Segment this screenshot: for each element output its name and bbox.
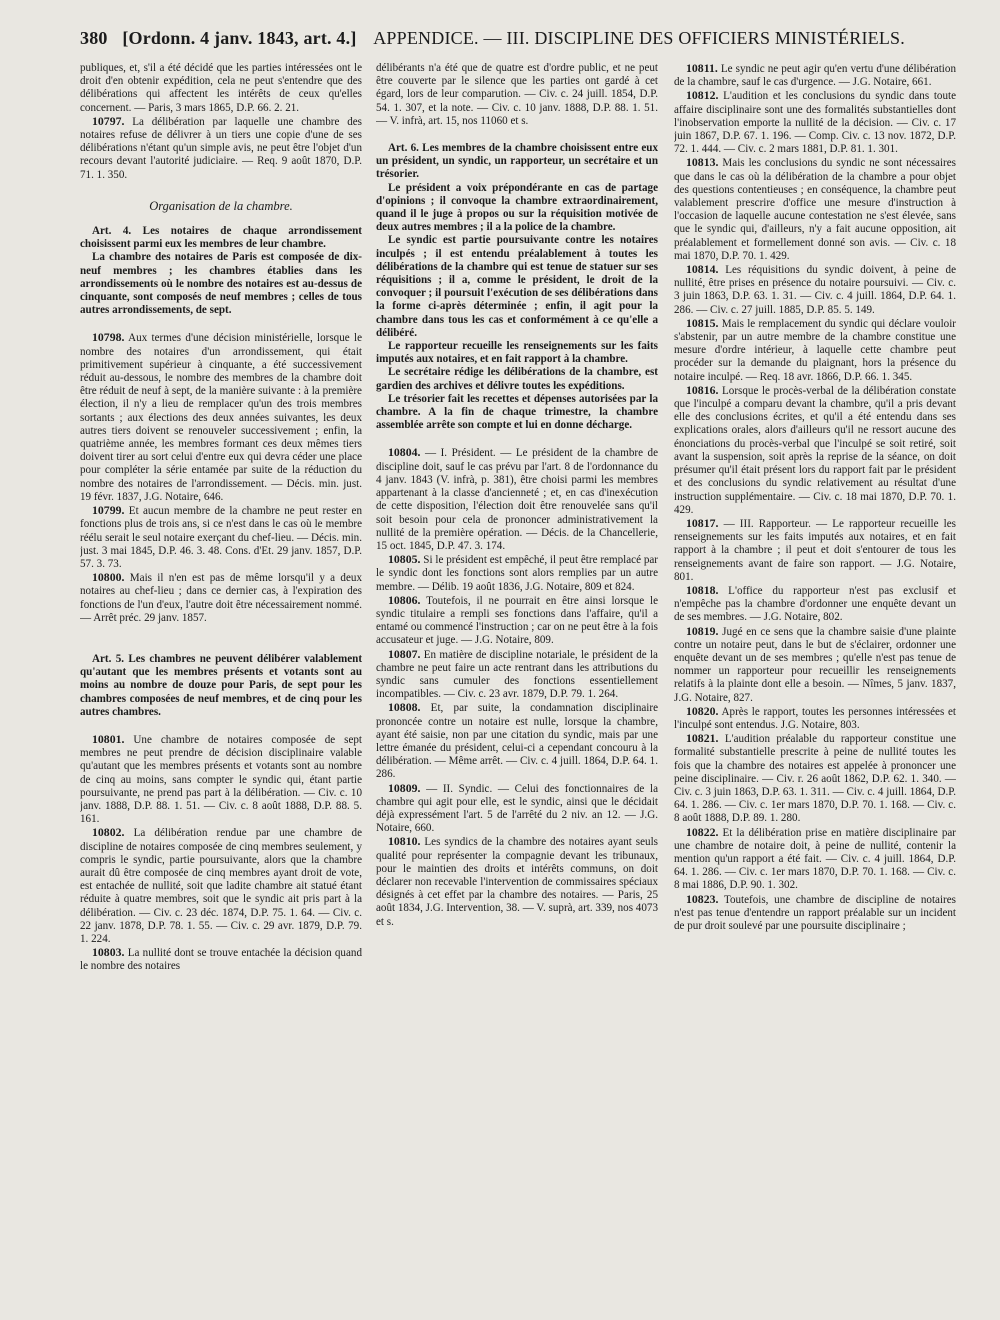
paragraph-10797 xyxy=(80,115,362,182)
paragraph-10816 xyxy=(674,384,956,517)
paragraph-number: 10802. xyxy=(92,825,125,840)
paragraph-text: Jugé en ce sens que la chambre saisie d'une plainte contre un notaire peut, dans le but de s'éclairer, ordonner une enquête devant un de ses membres ; qu'elle n'est pas tenue de nommer un rapporteur pour recueillir les renseignements relatifs à la plainte dont elle a besoin. — Nîmes, 5 janv. 1837, J.G. Notaire, 827. xyxy=(674,625,956,704)
paragraph-number: 10822. xyxy=(686,824,719,839)
paragraph-10820 xyxy=(674,705,956,732)
paragraph-10806 xyxy=(376,594,658,648)
paragraph-text: Une chambre de notaires composée de sept membres ne peut prendre de décision disciplinaire valable qu'autant que les membres présents et votants sont au nombre de cinq au moins, sans compter le syndic qui, étant partie poursuivante, ne prend pas part à la délibération. — Civ. c. 10 janv. 1888, D.P. 88. 1. 51. — Civ. c. 8 août 1888, D.P. 88. 5. 161. xyxy=(80,733,362,826)
paragraph-10821 xyxy=(674,732,956,825)
article-label: Art. 5. xyxy=(92,652,125,665)
article-6-syndic: Le syndic est partie poursuivante contre les notaires inculpés ; il est entendu préalablement à toutes les délibérations de la chambre qui est tenue de statuer sur ses réquisitions ; il a, comme le président, le droit de la convoquer ; il poursuit l'exécution de ses délibérations dans la forme ci-après déterminée ; enfin, il agit pour la chambre dans tous les cas et conformément à ce qu'elle a délibéré. xyxy=(376,234,658,339)
paragraph-text: Lorsque le procès-verbal de la délibération constate que l'inculpé a comparu devant la chambre, qu'il a pris devant elle des conclusions écrites, et qu'il a été entendu dans ses explications orales, alors d'ailleurs qu'il ne ressort aucune des énonciations du procès-verbal que l'inculpé se soit retiré, soit avant la suspension, soit après la reprise de la séance, on doit présumer qu'il était présent lors du rapport fait par le président et des conclusions du syndic relativement au résultat d'une instruction supplémentaire. — Civ. c. 18 mai 1870, D.P. 70. 1. 429. xyxy=(674,384,956,516)
text-column-1 xyxy=(80,62,362,1302)
paragraph-10805 xyxy=(376,553,658,594)
paragraph-10822 xyxy=(674,826,956,893)
paragraph-number: 10804. xyxy=(388,445,421,460)
paragraph-number: 10803. xyxy=(92,945,125,960)
paragraph-10814 xyxy=(674,263,956,317)
paragraph-10813 xyxy=(674,156,956,263)
paragraph-text: Le syndic ne peut agir qu'en vertu d'une délibération de la chambre, sauf le cas d'urgence. — J.G. Notaire, 661. xyxy=(674,63,956,89)
paragraph-10803 xyxy=(80,946,362,973)
paragraph-10799 xyxy=(80,504,362,571)
text-column-3 xyxy=(674,62,956,1302)
paragraph-number: 10812. xyxy=(686,88,719,103)
article-text: Les chambres ne peuvent délibérer valablement qu'autant que les membres présents et votants sont au moins au nombre de douze pour Paris, de sept pour les chambres composées de neuf membres, et de cinq pour les autres chambres. xyxy=(80,652,362,718)
paragraph-text: La délibération par laquelle une chambre des notaires refuse de délivrer à un tiers une copie d'une de ses délibérations n'étant qu'un simple avis, ne peut être l'objet d'un recours devant l'autorité judiciaire. — Req. 9 août 1870, D.P. 71. 1. 350. xyxy=(80,115,362,181)
paragraph-number: 10814. xyxy=(686,262,719,277)
paragraph-text: La délibération rendue par une chambre de discipline de notaires composée de cinq membres seulement, y compris le syndic, partie poursuivante, alors que la chambre aurait dû être composée de cinq membres ayant droit de vote, est entachée de nullité, soit que ladite chambre ait statué étant réduite à quatre membres, soit que le syndic ait pris part à la délibération. — Civ. c. 23 déc. 1874, D.P. 75. 1. 64. — Civ. c. 22 janv. 1878, D.P. 78. 1. 55. — Civ. c. 29 avr. 1879, D.P. 79. 1. 224. xyxy=(80,827,362,945)
article-6-tresorier: Le trésorier fait les recettes et dépenses autorisées par la chambre. A la fin de chaque trimestre, la chambre assemblée arrête son compte et lui en donne décharge. xyxy=(376,392,658,432)
article-4 xyxy=(80,225,362,251)
paragraph-text: Et, par suite, la condamnation disciplinaire prononcée contre un notaire est nulle, lorsque la chambre, ayant été saisie, non par une citation du syndic, mais par une lettre émanée du président, celui-ci a cependant concouru à la délibération. — Même arrêt. — Civ. c. 4 juill. 1864, D.P. 64. 1. 286. xyxy=(376,702,658,781)
paragraph-10804 xyxy=(376,446,658,553)
paragraph-10823 xyxy=(674,893,956,934)
paragraph-text: Les syndics de la chambre des notaires ayant seuls qualité pour représenter la compagnie devant les tribunaux, pour le maintien des droits et intérêts communs, on doit déclarer non recevable l'intervention de commissaires spéciaux désignés à cet effet par la chambre des notaires. — Paris, 25 août 1834, J.G. Intervention, 38. — V. suprà, art. 339, nos 4073 et s. xyxy=(376,836,658,928)
paragraph-text: Si le président est empêché, il peut être remplacé par le syndic dont les fonctions sont alors remplies par un autre membre. — Délib. 19 août 1836, J.G. Notaire, 809 et 824. xyxy=(376,554,658,593)
paragraph-text: — III. Rapporteur. — Le rapporteur recueille les renseignements sur les faits imputés aux notaires, et en fait rapport à la chambre ; il peut et doit s'entourer de tous les renseignements avant de faire son rapport. — J.G. Notaire, 801. xyxy=(674,517,956,583)
article-5 xyxy=(80,653,362,719)
paragraph-number: 10798. xyxy=(92,330,125,345)
paragraph-text: La nullité dont se trouve entachée la décision quand le nombre des notaires xyxy=(80,947,362,973)
article-6 xyxy=(376,142,658,182)
paragraph-10798 xyxy=(80,331,362,504)
article-label: Art. 4. xyxy=(92,225,132,238)
article-label: Art. 6. xyxy=(388,142,419,155)
article-6-rapporteur: Le rapporteur recueille les renseignements sur les faits imputés aux notaires, et en fait rapport à la chambre. xyxy=(376,340,658,366)
paragraph-number: 10823. xyxy=(686,891,719,906)
paragraph-text: Après le rapport, toutes les personnes intéressées et l'inculpé sont entendus. J.G. Notaire, 803. xyxy=(674,705,956,731)
paragraph-10812 xyxy=(674,89,956,156)
paragraph-text: Mais il n'en est pas de même lorsqu'il y a deux notaires au chef-lieu ; dans ce dernier cas, à l'expiration des fonctions de l'un d'eux, l'autre doit être nécessairement nommé. — Arrêt préc. 29 janv. 1857. xyxy=(80,572,362,624)
paragraph-number: 10810. xyxy=(388,834,421,849)
paragraph-text: Toutefois, une chambre de discipline de notaires n'est pas tenue d'entendre un rapport préalable sur un incident de pur droit soulevé par une poursuite disciplinaire ; xyxy=(674,893,956,932)
paragraph-number: 10816. xyxy=(686,382,719,397)
paragraph-text: Aux termes d'une décision ministérielle, lorsque le nombre des notaires d'un arrondissement, qui était primitivement supérieur à cinquante, a été successivement réduit au-dessous, le nombre des membres de la chambre doit être réduit de neuf à sept, de la manière suivante : à la première élection, il n'y a lieu de remplacer qu'un des trois membres sortants ; aux élections des deux années suivantes, les deux autres tiers doivent se renouveler successivement ; enfin, la quatrième année, les membres formant ces deux mêmes tiers doivent tirer au sort celui d'entre eux qui devra céder une place pour compléter la série entamée par suite de la réduction du nombre des notaires de l'arrondissement. — Décis. min. just. 19 févr. 1837, J.G. Notaire, 646. xyxy=(80,332,362,503)
paragraph-text: Les réquisitions du syndic doivent, à peine de nullité, être prises en présence du notaire poursuivi. — Civ. c. 3 juin 1863, D.P. 63. 1. 31. — Civ. c. 4 juill. 1864, D.P. 64. 1. 286. — Civ. c. 27 juill. 1885, D.P. 85. 5. 149. xyxy=(674,264,956,316)
paragraph-text: Mais le remplacement du syndic qui déclare vouloir s'abstenir, par un autre membre de la chambre constitue une mesure d'ordre intérieur, à laquelle cette chambre peut procéder sur la demande du plaignant, hors la présence du notaire inculpé. — Req. 18 avr. 1866, D.P. 66. 1. 345. xyxy=(674,317,956,383)
paragraph-number: 10821. xyxy=(686,731,719,746)
paragraph-number: 10820. xyxy=(686,703,719,718)
paragraph-number: 10811. xyxy=(686,62,718,75)
paragraph-10807 xyxy=(376,648,658,702)
section-heading: Organisation de la chambre. xyxy=(149,198,293,213)
header-reference: [Ordonn. 4 janv. 1843, art. 4.] xyxy=(122,28,357,48)
paragraph-number: 10808. xyxy=(388,700,421,715)
paragraph-number: 10817. xyxy=(686,515,719,530)
paragraph-10808 xyxy=(376,701,658,781)
paragraph-text: L'audition et les conclusions du syndic dans toute affaire disciplinaire sont une des formalités substantielles dont l'inobservation emporte la nullité de la décision. — Civ. c. 17 juin 1867, D.P. 67. 1. 196. — Comp. Civ. c. 13 nov. 1872, D.P. 72. 1. 444. — Civ. c. 2 mars 1881, D.P. 81. 1. 301. xyxy=(674,90,956,156)
paragraph-number: 10800. xyxy=(92,570,125,585)
paragraph-number: 10806. xyxy=(388,592,421,607)
paragraph-10818 xyxy=(674,584,956,625)
running-header xyxy=(80,28,960,58)
paragraph-text: — II. Syndic. — Celui des fonctionnaires de la chambre qui agit pour elle, est le syndic, ainsi que le décidait déjà expressément l'art. 5 de l'arrêté du 2 niv. an 12. — J.G. Notaire, 660. xyxy=(376,782,658,835)
paragraph-10815 xyxy=(674,317,956,384)
paragraph-number: 10813. xyxy=(686,155,719,170)
paragraph-text: Mais les conclusions du syndic ne sont nécessaires que dans le cas où la délibération de la chambre a pour objet des questions contentieuses ; en conséquence, la chambre peut valablement prescrire d'office une mesure d'instruction à l'occasion de laquelle aucune contestation ne s'est élevée, sans que le syndic qui, d'ailleurs, n'y a fait aucune opposition, ait préalablement et formellement donné son avis. — Civ. c. 18 mai 1870, D.P. 70. 1. 429. xyxy=(674,157,956,262)
article-text: Les membres de la chambre choisissent entre eux un président, un syndic, un rapporteur, un secrétaire et un trésorier. xyxy=(376,142,658,181)
paragraph-number: 10809. xyxy=(388,780,421,795)
paragraph-10810 xyxy=(376,835,658,928)
paragraph-number: 10801. xyxy=(92,731,125,746)
paragraph-number: 10819. xyxy=(686,623,719,638)
paragraph-number: 10797. xyxy=(92,113,125,128)
paragraph-10817 xyxy=(674,517,956,584)
article-4-paragraph-2: La chambre des notaires de Paris est composée de dix-neuf membres ; les chambres établies dans les arrondissements où le nombre des notaires est au-dessus de cinquante, sont composés de neuf membres ; celles de tous autres arrondissements, de sept. xyxy=(80,251,362,317)
paragraph-text: En matière de discipline notariale, le président de la chambre ne peut faire un acte rentrant dans les attributions du syndic sans cumuler des fonctions essentiellement incompatibles. — Civ. c. 23 avr. 1879, D.P. 79. 1. 264. xyxy=(376,648,658,701)
article-text: Les notaires de chaque arrondissement choisissent parmi eux les membres de leur chambre. xyxy=(80,225,362,251)
text-column-2 xyxy=(376,62,658,1302)
paragraph-number: 10815. xyxy=(686,315,719,330)
paragraph-number: 10807. xyxy=(388,646,421,661)
paragraph: publiques, et, s'il a été décidé que les parties intéressées ont le droit d'en obtenir expédition, cela ne peut s'entendre que des délibérations qui affectent les intérêts de ceux qu'elles concernent. — Paris, 3 mars 1865, D.P. 66. 2. 21. xyxy=(80,62,362,114)
paragraph-text: — I. Président. — Le président de la chambre de discipline doit, sauf le cas prévu par l'art. 8 de l'ordonnance du 4 janv. 1843 (V. infrà, p. 381), être choisi parmi les membres appartenant à la classe d'ancienneté ; et, en cas d'inexécution de cette disposition, l'élection doit être renouvelée sans qu'il soit besoin pour cela de prononcer administrativement la nullité de la première opération. — Décis. de la Chancellerie, 15 oct. 1845, D.P. 47. 3. 174. xyxy=(376,447,658,552)
paragraph-10811 xyxy=(674,62,956,89)
paragraph-10802 xyxy=(80,826,362,946)
paragraph-text: Et la délibération prise en matière disciplinaire par une chambre de notaire doit, à peine de nullité, contenir la mention qu'un rapport a été fait. — Civ. c. 4 juill. 1864, D.P. 64. 1. 286. — Civ. c. 1er mars 1870, D.P. 70. 1. 168. — Civ. c. 8 mai 1886, D.P. 90. 1. 302. xyxy=(674,826,956,892)
paragraph-10800 xyxy=(80,571,362,625)
page-number: 380 xyxy=(80,28,108,48)
paragraph-text: L'audition préalable du rapporteur constitue une formalité substantielle prescrite à peine de nullité toutes les fois que la chambre des notaires est appelée à prononcer une peine disciplinaire. — Civ. r. 26 août 1862, D.P. 62. 1. 340. — Civ. c. 3 juin 1863, D.P. 63. 1. 311. — Civ. c. 4 juill. 1864, D.P. 64. 1. 286. — Civ. c. 1er mars 1870, D.P. 70. 1. 168. — Civ. c. 8 août 1888, D.P. 89. 1. 280. xyxy=(674,733,956,825)
paragraph: délibérants n'a été que de quatre est d'ordre public, et ne peut être couverte par le silence que les parties ont gardé à cet égard, lors de leur comparution. — Civ. c. 24 juill. 1854, D.P. 54. 1. 307, et la note. — Civ. c. 10 janv. 1888, D.P. 88. 1. 51. — V. infrà, art. 15, nos 11060 et s. xyxy=(376,62,658,127)
paragraph-10801 xyxy=(80,733,362,826)
paragraph-number: 10818. xyxy=(686,582,719,597)
article-6-secretaire: Le secrétaire rédige les délibérations de la chambre, est gardien des archives et délivre toutes les expéditions. xyxy=(376,366,658,392)
paragraph-text: Toutefois, il ne pourrait en être ainsi lorsque le syndic titulaire a rempli ses fonctions dans l'affaire, qu'il a entamé ou commencé l'instruction ; car on ne peut être à la fois accusateur et juge. — J.G. Notaire, 809. xyxy=(376,594,658,647)
paragraph-text: Et aucun membre de la chambre ne peut rester en fonctions plus de trois ans, si ce n'est dans le cas où le membre réélu serait le seul notaire exerçant du chef-lieu. — Décis. min. just. 3 mai 1845, D.P. 46. 3. 48. Cons. d'Et. 29 janv. 1857, D.P. 57. 3. 73. xyxy=(80,505,362,570)
article-6-president: Le président a voix prépondérante en cas de partage d'opinions ; il convoque la chambre extraordinairement, quand il le juge à propos ou sur la réquisition motivée de deux autres membres ; il a la police de la chambre. xyxy=(376,181,658,234)
paragraph-text: L'office du rapporteur n'est pas exclusif et n'empêche pas la chambre d'ordonner une enquête devant un de ses membres. — J.G. Notaire, 802. xyxy=(674,584,956,624)
paragraph-10819 xyxy=(674,625,956,705)
paragraph-number: 10799. xyxy=(92,503,125,518)
paragraph-number: 10805. xyxy=(388,552,421,567)
header-title: APPENDICE. — III. DISCIPLINE DES OFFICIERS MINISTÉRIELS. xyxy=(373,28,905,48)
paragraph-10809 xyxy=(376,782,658,836)
